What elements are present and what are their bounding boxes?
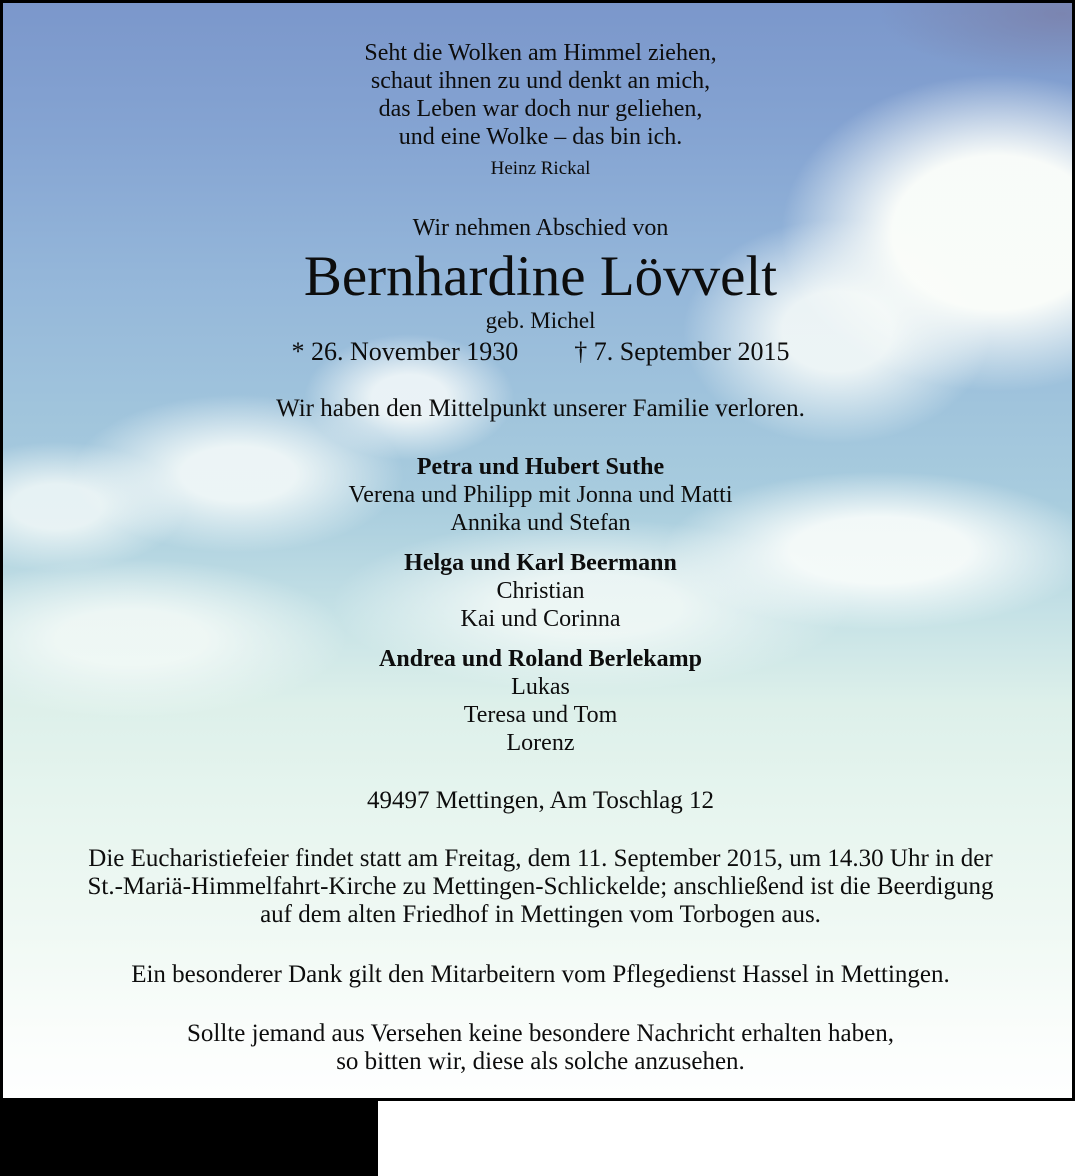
family-group-head: Helga und Karl Beermann [404, 550, 677, 576]
death-date: † 7. September 2015 [574, 337, 790, 366]
note-line: Sollte jemand aus Versehen keine besondere Nachricht erhalten haben, [187, 1020, 894, 1047]
farewell-intro: Wir nehmen Abschied von [412, 215, 669, 241]
poem-line: schaut ihnen zu und denkt an mich, [370, 68, 711, 94]
poem-author: Heinz Rickal [490, 158, 591, 179]
maiden-name: geb. Michel [485, 308, 596, 333]
family-group-head: Andrea und Roland Berlekamp [379, 646, 702, 672]
family-member: Annika und Stefan [450, 510, 631, 536]
poem-line: Seht die Wolken am Himmel ziehen, [364, 40, 717, 66]
family-group [6, 549, 1075, 633]
family-group [6, 645, 1075, 757]
note-line: so bitten wir, diese als solche anzusehen. [336, 1048, 745, 1075]
family-member: Christian [496, 578, 585, 604]
service-info-line: Die Eucharistiefeier findet statt am Freitag, dem 11. September 2015, um 14.30 Uhr in der [88, 845, 993, 872]
service-info-line: St.-Mariä-Himmelfahrt-Kirche zu Mettingen-Schlickelde; anschließend ist die Beerdigung [87, 873, 994, 900]
family-group [6, 453, 1075, 537]
poem-line: und eine Wolke – das bin ich. [398, 124, 683, 150]
redaction-block [0, 1101, 378, 1176]
funeral-service-info [6, 845, 1075, 929]
family-member: Teresa und Tom [463, 702, 618, 728]
poem-line: das Leben war doch nur geliehen, [378, 96, 703, 122]
family-member: Kai und Corinna [460, 606, 621, 632]
service-info-line: auf dem alten Friedhof in Mettingen vom Torbogen aus. [260, 901, 821, 928]
thanks-statement: Ein besonderer Dank gilt den Mitarbeitern vom Pflegedienst Hassel in Mettingen. [131, 961, 950, 988]
family-member: Lorenz [506, 730, 575, 756]
memorial-poem [6, 39, 1075, 180]
family-member: Lukas [511, 674, 570, 700]
family-member: Verena und Philipp mit Jonna und Matti [348, 482, 733, 508]
family-address: 49497 Mettingen, Am Toschlag 12 [366, 787, 715, 814]
birth-death-dates [6, 337, 1075, 367]
family-group-head: Petra und Hubert Suthe [416, 454, 665, 480]
mourning-family-list [6, 453, 1075, 757]
deceased-name: Bernhardine Lövvelt [303, 245, 778, 308]
notification-note [6, 1020, 1075, 1076]
notice-text-column [6, 6, 1075, 1076]
loss-statement: Wir haben den Mittelpunkt unserer Familie verloren. [276, 395, 805, 422]
birth-date: * 26. November 1930 [291, 337, 519, 366]
